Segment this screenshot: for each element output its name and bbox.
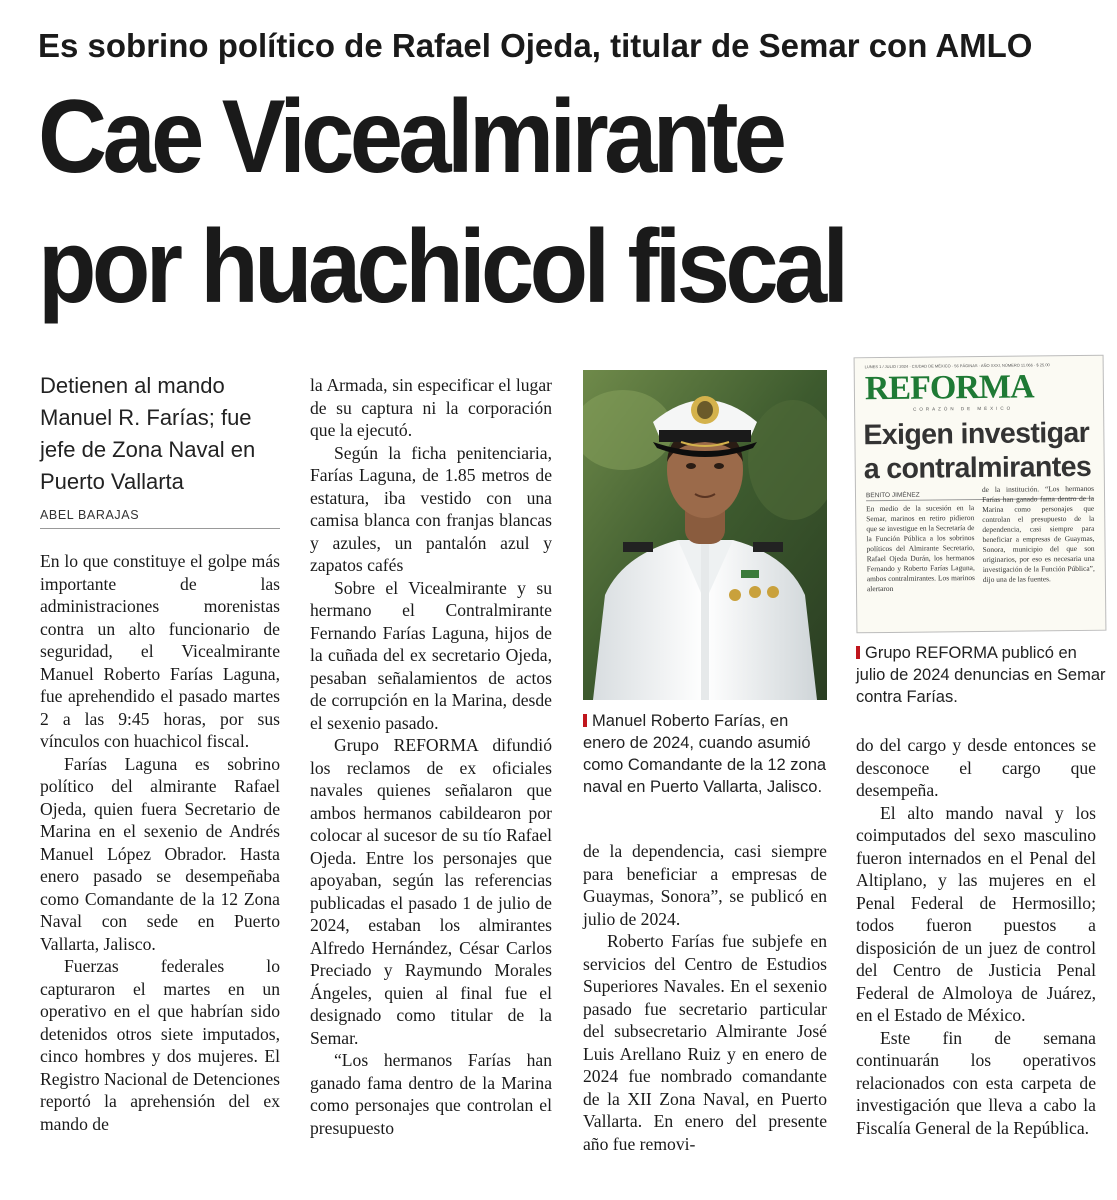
kicker: Es sobrino político de Rafael Ojeda, titular de Semar con AMLO — [38, 27, 1033, 64]
clipping-column-2: de la institución. “Los hermanos Farías han ganado fama dentro de la Marina como personajes que controlan el presupuesto de la dependencia, casi siempre para beneficiar a empresas de Guaymas, Sonora, municipio del que son originarios, por eso es necesaria una investigación de la Función Pública”, dijo una de las fuentes. — [981, 483, 1095, 584]
body-column-4 — [856, 734, 1096, 1139]
paragraph: Fuerzas federales lo capturaron el martes en un operativo en el que habrían sido detenidos otros siete imputados, cinco hombres y dos mujeres. El Registro Nacional de Detenciones reportó la aprehensión del ex mando de — [40, 956, 280, 1134]
body-column-1 — [40, 550, 280, 1135]
headline-line-2: por huachicol fiscal — [38, 209, 845, 325]
photo-caption-text: Manuel Roberto Farías, en enero de 2024, cuando asumió como Comandante de la 12 zona naval en Puerto Vallarta, Jalisco. — [583, 712, 827, 796]
paragraph: El alto mando naval y los coimputados del sexo masculino fueron internados en el Penal del Altiplano, y las mujeres en el Penal Federal de Hermosillo; todos fueron puestos a disposición de un juez de control del Centro de Justicia Penal Federal de Almoloya de Juárez, en el Estado de México. — [856, 802, 1096, 1025]
paragraph: Según la ficha penitenciaria, Farías Laguna, de 1.85 metros de estatura, iba vestido con una camisa blanca con franjas blancas y azules, un pantalón azul y zapatos cafés — [310, 442, 552, 575]
paragraph: Grupo REFORMA difundió los reclamos de ex oficiales navales quienes señalaron que ambos hermanos cabildearon por colocar al sucesor de su tío Rafael Ojeda. Entre los personajes que apoyaban, según las referencias publicadas el pasado 1 de julio de 2024, estaban los almirantes Alfredo Hernández, César Carlos Preciado y Raymundo Morales Ángeles, quien al final fue el designado como titular de la Semar. — [310, 735, 552, 1048]
paragraph: Sobre el Vicealmirante y su hermano el Contralmirante Fernando Farías Laguna, hijos de la cuñada del ex secretario Ojeda, pesaban señalamientos de actos de corrupción en la Marina, desde el sexenio pasado. — [310, 577, 552, 733]
byline: ABEL BARAJAS — [40, 508, 280, 529]
clipping-masthead — [865, 370, 1093, 406]
body-column-2 — [310, 374, 552, 1139]
dek: Detienen al mando Manuel R. Farías; fue jefe de Zona Naval en Puerto Vallarta — [40, 373, 256, 494]
paragraph: do del cargo y desde entonces se desconoce el cargo que desempeña. — [856, 735, 1096, 800]
clipping-column-1: En medio de la sucesión en la Semar, marinos en retiro pidieron que se investigue en la Secretaría de la Función Pública a los sobrinos políticos del Almirante Secretario, Rafael Ojeda Durán, los hermanos Fernando y Roberto Farías Laguna, ambos contralmirantes. Los marinos alertaron — [866, 503, 975, 594]
clipping-author: BENITO JIMÉNEZ — [865, 491, 920, 500]
photo-caption — [583, 710, 833, 798]
paragraph: “Los hermanos Farías han ganado fama dentro de la Marina como personajes que controlan el presupuesto — [310, 1050, 552, 1138]
reforma-clipping — [855, 356, 1106, 633]
body-column-3 — [583, 840, 827, 1155]
clipping-headline-line-1: Exigen investigar — [863, 416, 1090, 452]
caption-marker-icon — [583, 714, 587, 727]
clipping-caption — [856, 642, 1106, 708]
clipping-headline — [863, 416, 1100, 486]
paragraph: la Armada, sin especificar el lugar de su captura ni la corporación que la ejecutó. — [310, 375, 552, 440]
portrait-photo — [583, 370, 827, 700]
masthead-logo: REFORMA — [864, 368, 1034, 408]
clipping-dateline: LUNES 1 / JULIO / 2024 · CIUDAD DE MÉXICO · 56 PÁGINAS · AÑO XXXI, NÚMERO 11.066 · $ 25.00 — [864, 362, 1050, 370]
paragraph: de la dependencia, casi siempre para beneficiar a empresas de Guaymas, Sonora”, se publicó en julio de 2024. — [583, 841, 827, 929]
paragraph: Roberto Farías fue subjefe en servicios del Centro de Estudios Superiores Navales. En el sexenio pasado fue secretario particular del subsecretario Almirante José Luis Arellano Ruiz y en enero de 2024 fue nombrado comandante de la XII Zona Naval, en Puerto Vallarta. En enero del presente año fue removi- — [583, 931, 827, 1154]
paragraph: Este fin de semana continuarán los operativos relacionados con esta carpeta de investigación que lleva a cabo la Fiscalía General de la República. — [856, 1027, 1096, 1138]
paragraph: Farías Laguna es sobrino político del almirante Rafael Ojeda, quien fuera Secretario de Marina en el sexenio de Andrés Manuel López Obrador. Hasta enero pasado se desempeñaba como Comandante de la 12 Zona Naval con sede en Puerto Vallarta, Jalisco. — [40, 753, 280, 954]
clipping-caption-text: Grupo REFORMA publicó en julio de 2024 denuncias en Semar contra Farías. — [856, 644, 1106, 706]
clipping-headline-line-2: a contralmirantes — [863, 450, 1092, 486]
caption-marker-icon — [856, 646, 860, 659]
clipping-slogan: CORAZÓN DE MÉXICO — [913, 405, 1014, 412]
paragraph: En lo que constituye el golpe más importante de las administraciones morenistas contra un alto funcionario de seguridad, el Vicealmirante Manuel Roberto Farías Laguna, fue aprehendido el pasado martes 2 a las 9:45 horas, por sus vínculos con huachicol fiscal. — [40, 551, 280, 751]
headline-line-1: Cae Vicealmirante — [38, 79, 783, 195]
